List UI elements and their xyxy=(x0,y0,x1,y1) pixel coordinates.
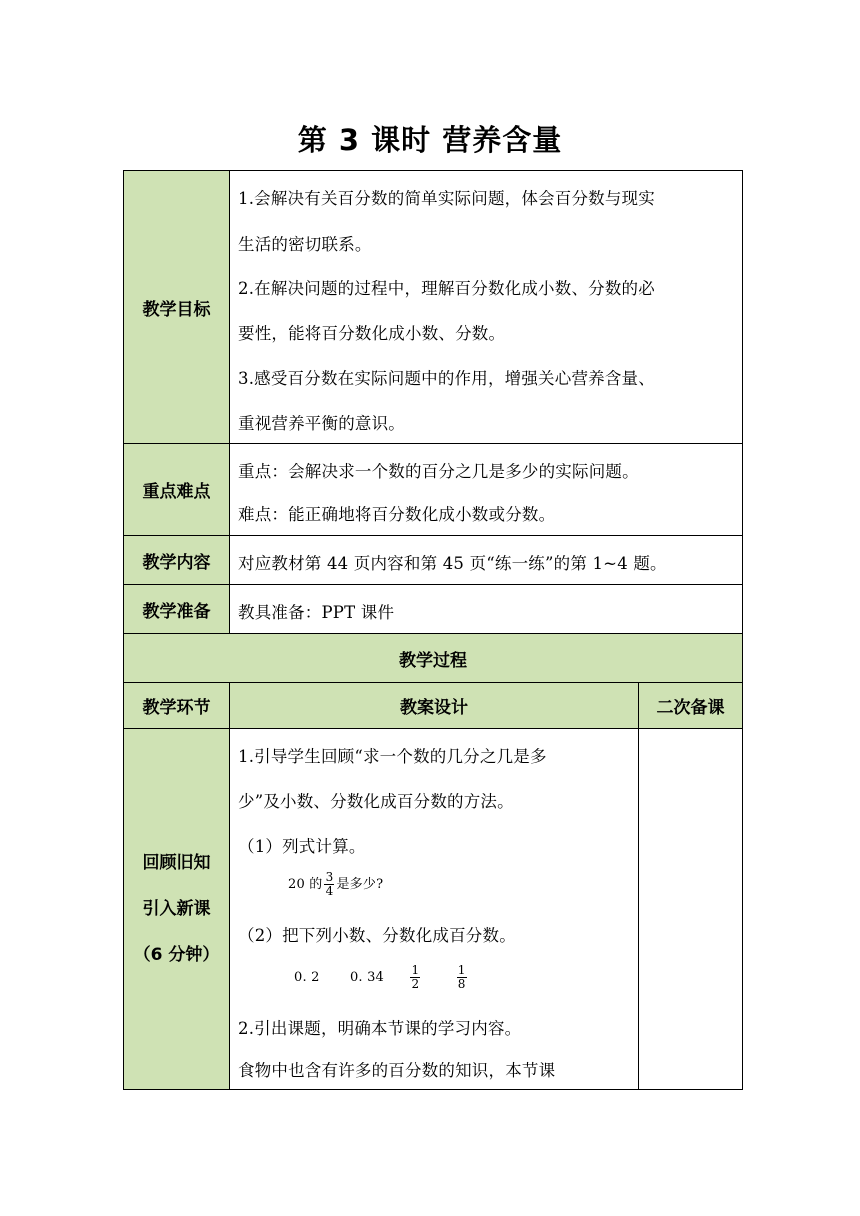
section1-line-3: （1）列式计算。 xyxy=(238,837,366,856)
prep-label-cell xyxy=(123,584,230,634)
goals-line-2: 生活的密切联系。 xyxy=(238,235,372,254)
exercise2-values xyxy=(294,964,469,991)
section1-line-1: 1.引导学生回顾“求一个数的几分之几是多 xyxy=(238,747,547,766)
goals-line-1: 1.会解决有关百分数的简单实际问题，体会百分数与现实 xyxy=(238,189,655,208)
section1-line-6: 食物中也含有许多的百分数的知识，本节课 xyxy=(238,1061,556,1080)
goals-label: 教学目标 xyxy=(142,299,211,320)
decimal-value: 0. 2 xyxy=(294,970,320,985)
section1-label-line-2: 引入新课 xyxy=(142,899,211,919)
column-header-stage: 教学环节 xyxy=(123,682,230,729)
column-header-revision: 二次备课 xyxy=(638,682,743,729)
prep-content-cell xyxy=(229,584,743,634)
section1-line-2: 少”及小数、分数化成百分数的方法。 xyxy=(238,792,514,811)
key-content-cell xyxy=(229,443,743,536)
goals-label-cell xyxy=(123,170,230,444)
content-text: 对应教材第 44 页内容和第 45 页“练一练”的第 1~4 题。 xyxy=(238,554,667,573)
prep-text: 教具准备：PPT 课件 xyxy=(238,603,395,622)
page-title: 第 3 课时 营养含量 xyxy=(297,123,563,157)
section1-revision-cell[interactable] xyxy=(638,728,743,1090)
key-line-1: 重点：会解决求一个数的百分之几是多少的实际问题。 xyxy=(238,462,639,481)
key-line-2: 难点：能正确地将百分数化成小数或分数。 xyxy=(238,505,556,524)
goals-line-3: 2.在解决问题的过程中，理解百分数化成小数、分数的必 xyxy=(238,279,655,298)
content-content-cell xyxy=(229,535,743,585)
goals-line-5: 3.感受百分数在实际问题中的作用，增强关心营养含量、 xyxy=(238,369,655,388)
fraction-three-quarters: $\frac{3}{4}$ xyxy=(325,870,334,898)
goals-line-4: 要性，能将百分数化成小数、分数。 xyxy=(238,324,506,343)
process-header xyxy=(123,633,743,683)
key-label-cell xyxy=(123,443,230,536)
column-header-design: 教案设计 xyxy=(229,682,639,729)
process-header-label: 教学过程 xyxy=(399,650,467,671)
fraction-one-eighth: $\frac{1}{8}$ xyxy=(457,963,466,991)
key-label: 重点难点 xyxy=(142,482,211,502)
fraction-one-half: $\frac{1}{2}$ xyxy=(411,963,420,991)
section1-content-cell xyxy=(229,728,639,1090)
exercise1-expression: 20 的 $\frac{3}{4}$ 是多少? xyxy=(288,870,384,898)
goals-content-cell xyxy=(229,170,743,444)
section1-label-line-3: （6 分钟） xyxy=(133,945,220,965)
section1-line-4: （2）把下列小数、分数化成百分数。 xyxy=(238,926,516,945)
section1-label-line-1: 回顾旧知 xyxy=(142,853,211,873)
prep-label: 教学准备 xyxy=(142,601,211,622)
section1-line-5: 2.引出课题，明确本节课的学习内容。 xyxy=(238,1019,522,1038)
section1-label-cell xyxy=(123,728,230,1090)
decimal-value: 0. 34 xyxy=(349,970,385,985)
goals-line-6: 重视营养平衡的意识。 xyxy=(238,414,405,433)
content-label-cell xyxy=(123,535,230,585)
content-label: 教学内容 xyxy=(142,552,211,573)
